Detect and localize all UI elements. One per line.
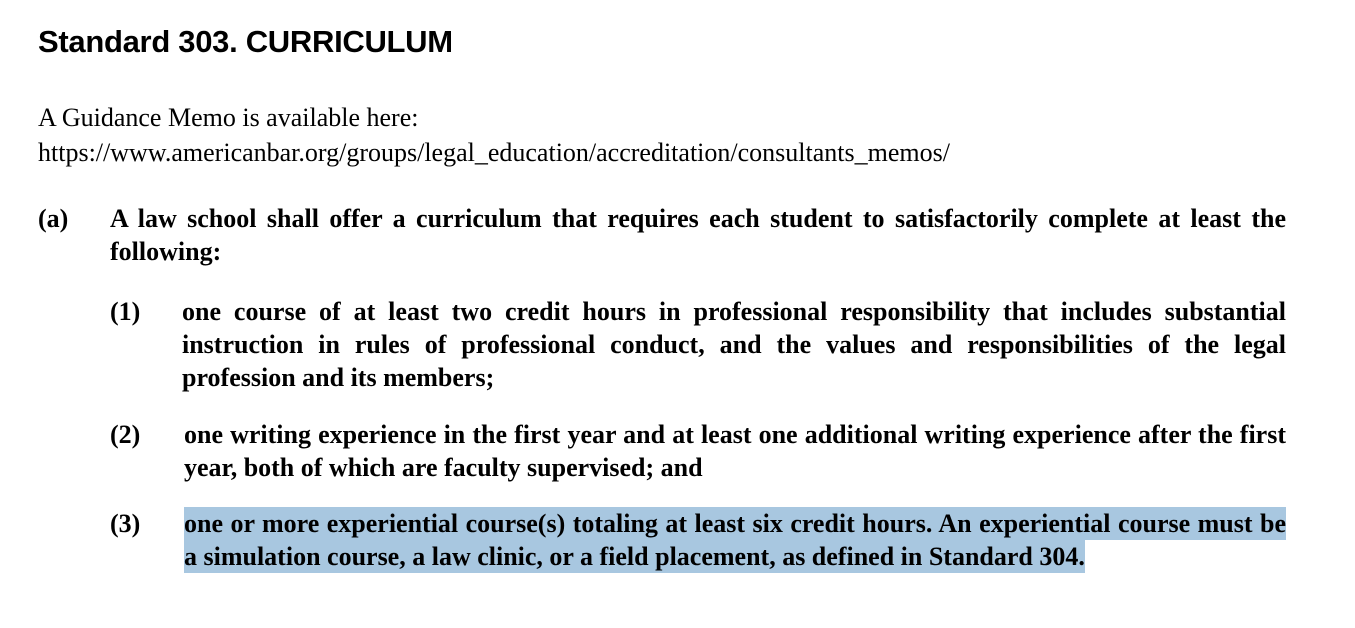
guidance-memo-label: A Guidance Memo is available here: [38, 103, 419, 132]
item-3-text-block [184, 507, 1286, 573]
guidance-memo [38, 100, 950, 170]
guidance-memo-url[interactable]: https://www.americanbar.org/groups/legal_education/accreditation/consultants_memos/ [38, 138, 950, 167]
item-1-text: one course of at least two credit hours in professional responsibility that includes substantial instruction in rules of professional conduct, and the values and responsibilities of the legal profession and its members; [182, 297, 1286, 392]
item-2-text: one writing experience in the first year and at least one additional writing experience after the first year, both of which are faculty supervised; and [184, 420, 1286, 482]
item-2-marker: (2) [110, 420, 141, 449]
section-a-text: A law school shall offer a curriculum that requires each student to satisfactorily complete at least the following: [110, 204, 1286, 266]
item-1-marker: (1) [110, 297, 141, 326]
item-3-text-selected[interactable]: one or more experiential course(s) totaling at least six credit hours. An experiential course must be a simulation course, a law clinic, or a field placement, as defined in Standard 304. [184, 509, 1286, 571]
section-a-marker: (a) [38, 204, 69, 233]
standard-title: Standard 303. CURRICULUM [38, 24, 453, 59]
item-3-marker: (3) [110, 509, 141, 538]
